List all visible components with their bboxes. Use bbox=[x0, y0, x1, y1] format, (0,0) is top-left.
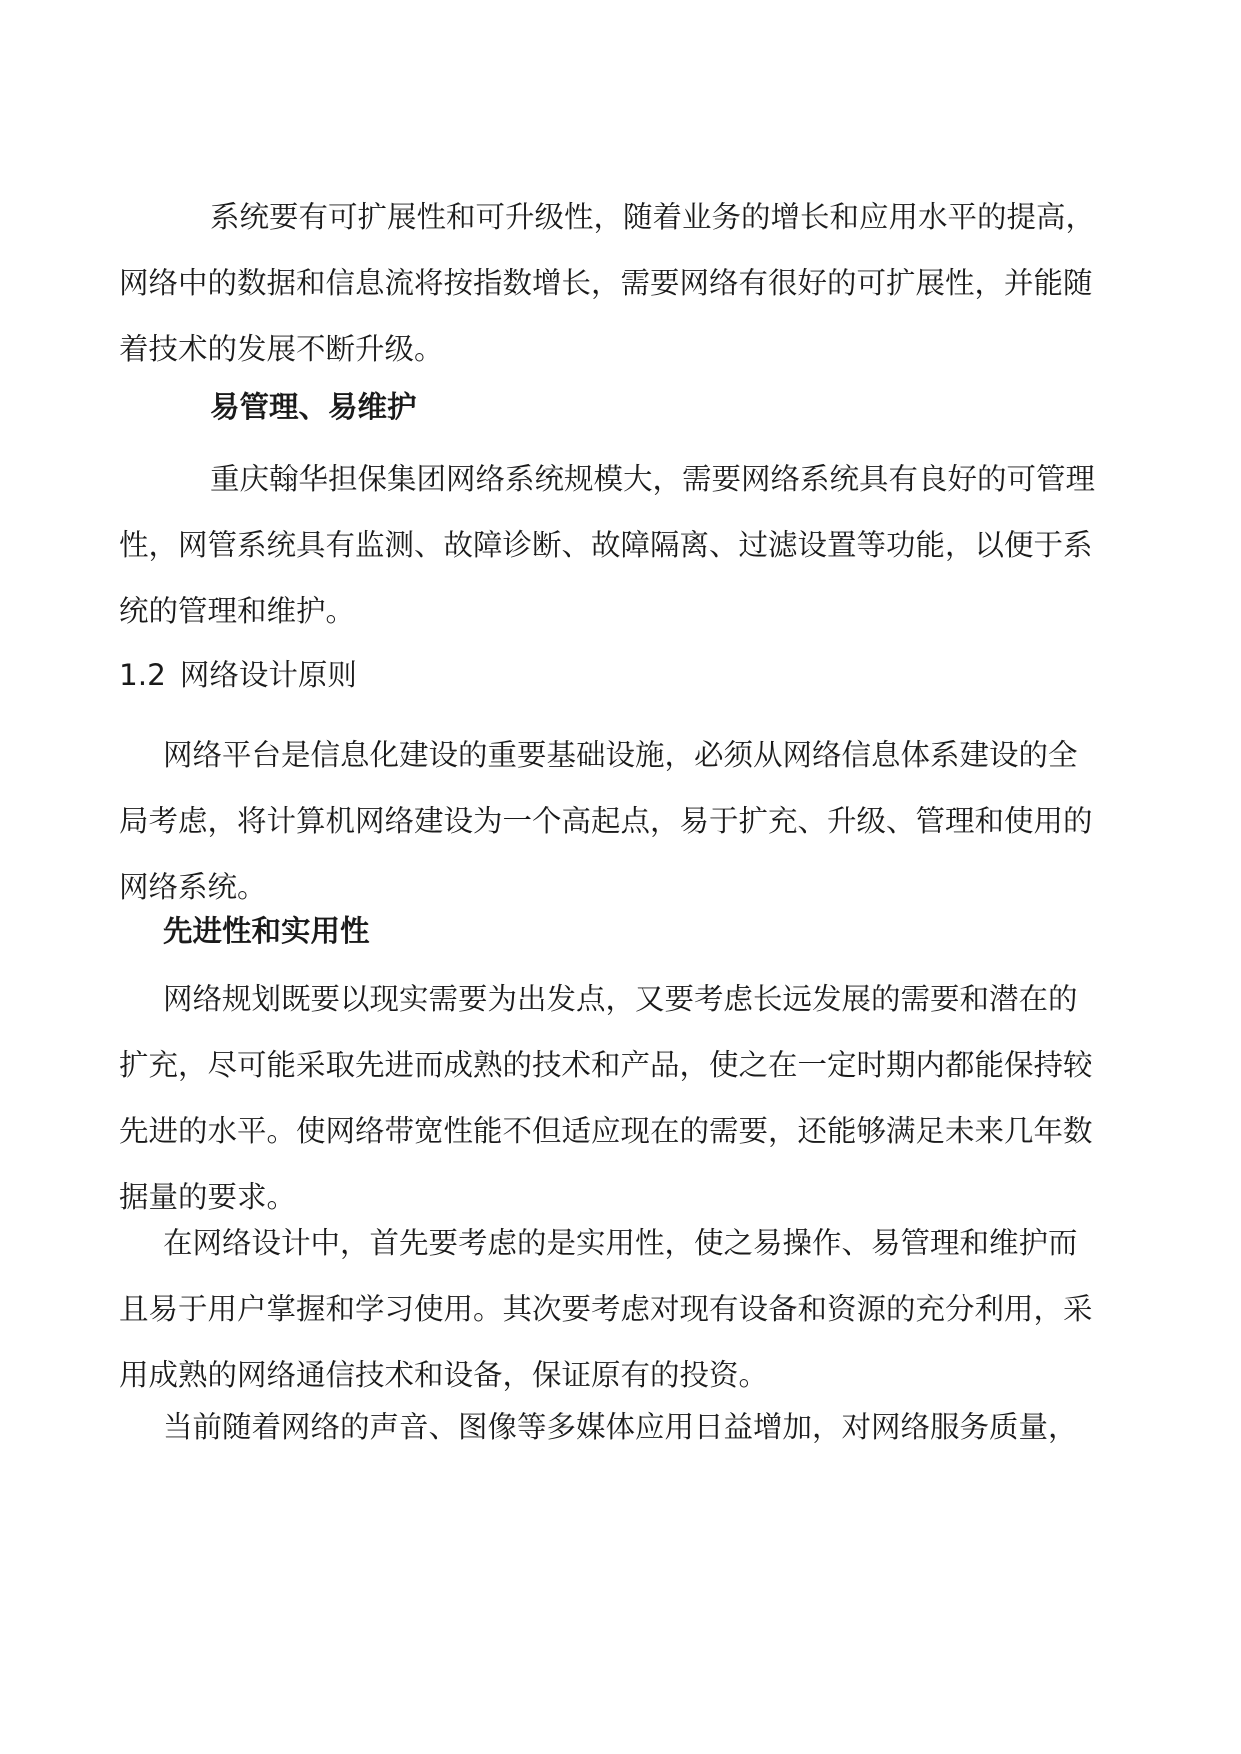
section-title: 网络设计原则 bbox=[179, 658, 357, 692]
paragraph-line: 网络规划既要以现实需要为出发点，又要考虑长远发展的需要和潜在的 bbox=[163, 982, 1078, 1016]
paragraph-practicality bbox=[119, 1210, 1124, 1408]
heading-text: 先进性和实用性 bbox=[163, 914, 370, 948]
paragraph-line: 在网络设计中，首先要考虑的是实用性，使之易操作、易管理和维护而 bbox=[163, 1226, 1078, 1260]
paragraph-manageability bbox=[119, 446, 1124, 644]
paragraph-line: 系统要有可扩展性和可升级性，随着业务的增长和应用水平的提高， bbox=[210, 200, 1096, 234]
paragraph-planning bbox=[119, 966, 1124, 1230]
paragraph-line: 用成熟的网络通信技术和设备，保证原有的投资。 bbox=[119, 1358, 769, 1392]
paragraph-line: 重庆翰华担保集团网络系统规模大，需要网络系统具有良好的可管理 bbox=[210, 462, 1096, 496]
paragraph-line: 局考虑，将计算机网络建设为一个高起点，易于扩充、升级、管理和使用的 bbox=[119, 804, 1093, 838]
section-heading-line bbox=[119, 642, 1124, 708]
paragraph-line: 据量的要求。 bbox=[119, 1180, 297, 1214]
paragraph-scalability bbox=[119, 184, 1124, 382]
paragraph-network-principles bbox=[119, 722, 1124, 920]
paragraph-line: 性，网管系统具有监测、故障诊断、故障隔离、过滤设置等功能，以便于系 bbox=[119, 528, 1093, 562]
paragraph-line: 当前随着网络的声音、图像等多媒体应用日益增加，对网络服务质量， bbox=[163, 1410, 1078, 1444]
paragraph-line: 且易于用户掌握和学习使用。其次要考虑对现有设备和资源的充分利用，采 bbox=[119, 1292, 1093, 1326]
paragraph-line: 着技术的发展不断升级。 bbox=[119, 332, 444, 366]
paragraph-line: 网络系统。 bbox=[119, 870, 267, 904]
heading-manageability bbox=[119, 374, 1124, 440]
section-heading bbox=[119, 642, 1124, 708]
paragraph-line: 统的管理和维护。 bbox=[119, 594, 356, 628]
heading-advanced-practical bbox=[119, 898, 1124, 964]
paragraph-multimedia bbox=[119, 1394, 1124, 1460]
paragraph-line: 先进的水平。使网络带宽性能不但适应现在的需要，还能够满足未来几年数 bbox=[119, 1114, 1093, 1148]
paragraph-line: 网络平台是信息化建设的重要基础设施，必须从网络信息体系建设的全 bbox=[163, 738, 1078, 772]
paragraph-line: 扩充，尽可能采取先进而成熟的技术和产品，使之在一定时期内都能保持较 bbox=[119, 1048, 1093, 1082]
heading-text: 易管理、易维护 bbox=[210, 390, 417, 424]
section-number: 1.2 bbox=[119, 658, 166, 692]
paragraph-line: 网络中的数据和信息流将按指数增长，需要网络有很好的可扩展性，并能随 bbox=[119, 266, 1093, 300]
